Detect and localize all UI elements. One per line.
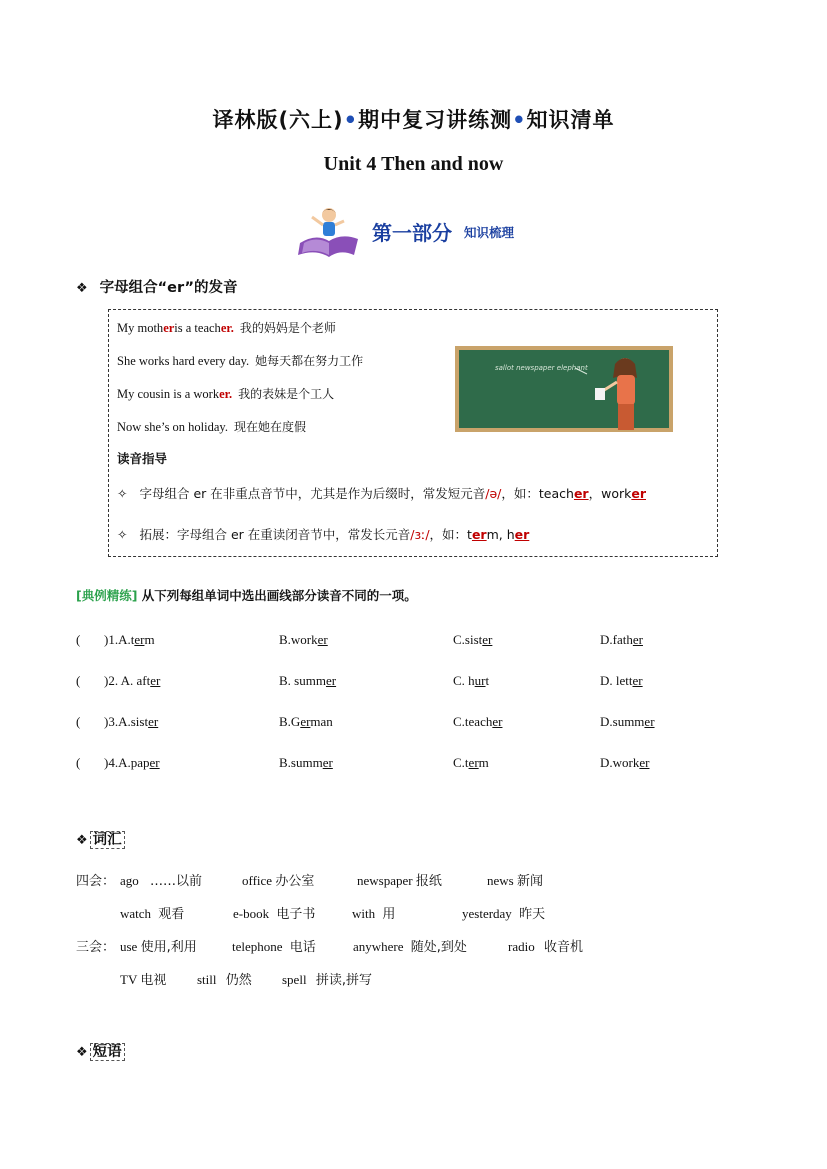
question-row — [76, 673, 776, 693]
underlined-letters: er — [468, 755, 479, 770]
example-sentence-1 — [117, 319, 336, 336]
underlined-letters: er — [317, 632, 328, 647]
diamond-bullet-icon: ❖ — [76, 281, 88, 296]
teacher-blackboard-illustration — [455, 344, 677, 434]
board-text: sallot newspaper elephant — [495, 364, 588, 372]
vocab-meaning: 用 — [382, 907, 396, 922]
sparkle-bullet-icon: ✧ — [117, 486, 128, 501]
highlight-er: er. — [220, 321, 234, 335]
option-c: C.sist — [453, 632, 483, 647]
rule-2 — [117, 525, 529, 543]
option-d: D.work — [600, 755, 640, 770]
page-title — [0, 104, 827, 134]
reading-boy-illustration — [296, 203, 362, 259]
vocab-meaning: 随处,到处 — [410, 940, 467, 955]
option-c: C.teach — [453, 714, 493, 729]
highlight-er: er — [573, 486, 589, 501]
underlined-letters: er — [325, 673, 337, 688]
answer-blank-open[interactable]: ( — [76, 673, 81, 688]
sparkle-bullet-icon: ✧ — [117, 527, 128, 542]
vocab-meaning: 收音机 — [543, 940, 583, 955]
option-b: B.summ — [279, 755, 323, 770]
sentence-text: My moth — [117, 321, 164, 335]
vocab-row — [76, 936, 776, 956]
answer-blank-open[interactable]: ( — [76, 714, 81, 729]
example-sentence-2 — [117, 352, 363, 369]
exercise-instruction — [76, 586, 417, 604]
underlined-letters: er — [639, 755, 650, 770]
part-title: 第一部分 — [372, 221, 452, 245]
section-heading-text: 词汇 — [90, 831, 125, 849]
vocab-word: office — [242, 873, 273, 888]
option-a: A.pap — [118, 755, 150, 770]
question-row — [76, 714, 776, 734]
exercise-text: 从下列每组单词中选出画线部分读音不同的一项。 — [141, 588, 417, 603]
sentence-text: Now she’s on holiday. — [117, 420, 228, 434]
vocab-meaning: 观看 — [158, 907, 185, 922]
translation: 现在她在度假 — [234, 420, 307, 434]
option-b: man — [310, 714, 333, 729]
highlight-er: er — [631, 486, 646, 501]
title-part-2: 期中复习讲练测 — [358, 108, 513, 132]
vocab-word: spell — [282, 972, 307, 987]
vocab-meaning: 仍然 — [225, 973, 252, 988]
answer-blank-open[interactable]: ( — [76, 755, 81, 770]
part-subtitle: 知识梳理 — [464, 225, 515, 240]
vocab-word: e-book — [233, 906, 270, 921]
option-c: t — [485, 673, 490, 688]
highlight-er: er — [514, 527, 530, 542]
answer-blank-close: ) — [104, 714, 109, 729]
translation: 我的妈妈是个老师 — [239, 321, 336, 335]
option-c: C. h — [453, 673, 475, 688]
section-heading-text: 短语 — [90, 1043, 125, 1061]
vocab-word: watch — [120, 906, 152, 921]
question-number: 4. — [108, 755, 119, 770]
underlined-letters: er — [492, 714, 503, 729]
pronunciation-box — [108, 309, 718, 557]
vocab-meaning: 新闻 — [516, 874, 543, 889]
rule-1 — [117, 484, 646, 502]
rule-text: ，如：teach — [501, 486, 574, 501]
sentence-text: She works hard every day. — [117, 354, 250, 368]
vocab-word: use — [120, 939, 138, 954]
section-heading-vocab — [76, 828, 125, 849]
vocab-word: radio — [508, 939, 535, 954]
vocab-word: ago — [120, 873, 139, 888]
vocab-meaning: 办公室 — [275, 874, 315, 889]
vocab-meaning: 拼读,拼写 — [315, 973, 372, 988]
sentence-text: is a teach — [174, 321, 221, 335]
underlined-letters: er — [134, 632, 145, 647]
translation: 我的表妹是个工人 — [238, 387, 335, 401]
underlined-letters: ur — [474, 673, 486, 688]
underlined-letters: er — [644, 714, 655, 729]
vocab-meaning: 电话 — [289, 940, 316, 955]
option-d: D.summ — [600, 714, 645, 729]
option-b: B. summ — [279, 673, 326, 688]
answer-blank-close: ) — [104, 673, 109, 688]
phonetic-symbol: /ɜː/ — [410, 527, 430, 542]
vocab-word: telephone — [232, 939, 283, 954]
reading-guide-label: 读音指导 — [117, 451, 168, 466]
option-d: D.fath — [600, 632, 633, 647]
diamond-bullet-icon: ❖ — [76, 833, 88, 848]
unit-title: Unit 4 Then and now — [323, 153, 504, 175]
translation: 她每天都在努力工作 — [255, 354, 364, 368]
rule-text: m, h — [486, 527, 515, 542]
answer-blank-close: ) — [104, 632, 109, 647]
question-number: 2. — [108, 673, 121, 688]
option-d: D. lett — [600, 673, 633, 688]
vocab-word: yesterday — [462, 906, 512, 921]
option-b: B.work — [279, 632, 318, 647]
vocab-word: newspaper — [357, 873, 413, 888]
underlined-letters: er — [632, 673, 643, 688]
rule-text: 字母组合 er 在非重点音节中，尤其是作为后缀时，常发短元音 — [139, 486, 486, 501]
highlight-er: er — [163, 321, 175, 335]
vocab-meaning: 报纸 — [415, 874, 442, 889]
vocab-word: news — [487, 873, 514, 888]
option-a: A.sist — [118, 714, 149, 729]
vocab-word: anywhere — [353, 939, 404, 954]
vocab-word: still — [197, 972, 217, 987]
example-sentence-3 — [117, 385, 334, 402]
question-number: 3. — [108, 714, 119, 729]
vocab-meaning: ……以前 — [150, 874, 203, 889]
vocab-row — [76, 903, 776, 923]
title-dot: • — [343, 108, 359, 132]
diamond-bullet-icon: ❖ — [76, 1045, 88, 1060]
section-heading-text: 字母组合“er”的发音 — [99, 280, 238, 296]
option-c: m — [478, 755, 489, 770]
question-number: 1. — [108, 632, 119, 647]
example-sentence-4 — [117, 418, 306, 435]
underlined-letters: er — [149, 755, 160, 770]
vocab-row — [76, 969, 776, 989]
vocab-word: TV — [120, 972, 138, 987]
rule-text: 拓展：字母组合 er 在重读闭音节中，常发长元音 — [139, 527, 411, 542]
highlight-er: er. — [219, 387, 233, 401]
rule-text: ，work — [588, 486, 632, 501]
answer-blank-close: ) — [104, 755, 109, 770]
vocab-meaning: 昨天 — [519, 907, 546, 922]
section-heading-phrases — [76, 1040, 125, 1061]
phonetic-symbol: /ə/ — [485, 486, 502, 501]
vocab-level-label: 三会： — [76, 940, 116, 955]
vocab-word: with — [352, 906, 376, 921]
vocab-meaning: 电视 — [140, 973, 167, 988]
rule-text: ，如：t — [429, 527, 472, 542]
section-heading-er — [76, 276, 237, 297]
title-part-3: 知识清单 — [526, 108, 615, 132]
option-a: A. aft — [120, 673, 151, 688]
option-a: m — [144, 632, 155, 647]
underlined-letters: er — [322, 755, 333, 770]
highlight-er: er — [471, 527, 487, 542]
underlined-letters: er — [632, 632, 643, 647]
question-row — [76, 755, 776, 775]
vocab-level-label: 四会： — [76, 874, 116, 889]
exercise-tag: [典例精练] — [76, 588, 138, 603]
question-row — [76, 632, 776, 652]
vocab-meaning: 电子书 — [276, 907, 316, 922]
option-b: B.G — [279, 714, 301, 729]
underlined-letters: er — [148, 714, 159, 729]
sentence-text: My cousin is a work — [117, 387, 220, 401]
title-part-1: 译林版(六上) — [212, 108, 344, 132]
option-a: A.t — [118, 632, 135, 647]
vocab-meaning: 使用,利用 — [140, 940, 197, 955]
underlined-letters: er — [300, 714, 311, 729]
option-c: C.t — [453, 755, 469, 770]
underlined-letters: er — [150, 673, 161, 688]
vocab-row — [76, 870, 776, 890]
title-dot: • — [512, 108, 527, 132]
answer-blank-open[interactable]: ( — [76, 632, 81, 647]
underlined-letters: er — [482, 632, 493, 647]
